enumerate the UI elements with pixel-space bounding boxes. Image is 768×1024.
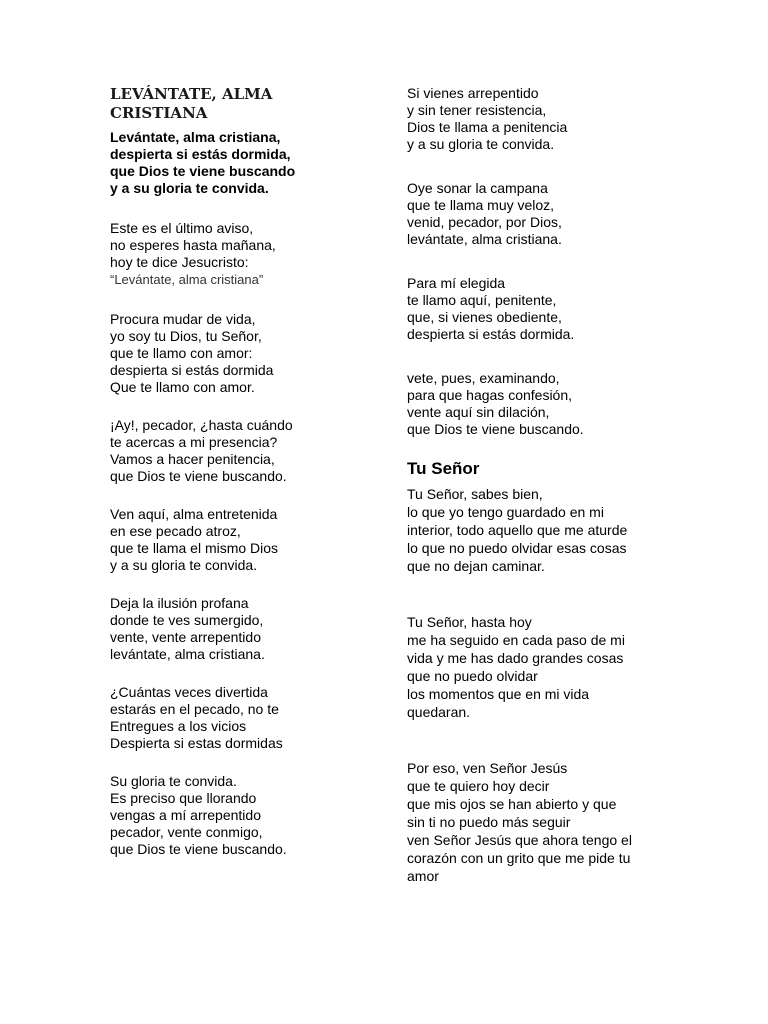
verse-line: donde te ves sumergido, [110,612,264,628]
stanza [110,773,380,858]
verse-line: Que te llamo con amor. [110,379,255,395]
verse-line: no esperes hasta mañana, [110,237,276,253]
song-title [110,85,380,123]
stanza [407,180,707,248]
verse-line: estarás en el pecado, no te [110,701,279,717]
verse-line: despierta si estás dormida [110,362,274,378]
verse-line: lo que yo tengo guardado en mi [407,504,604,520]
verse-line: Despierta si estas dormidas [110,735,283,751]
verse-line: te llamo aquí, penitente, [407,292,557,308]
stanza [110,595,380,663]
stanza [407,370,707,438]
verse-line: levántate, alma cristiana. [407,231,562,247]
verse-line: que te quiero hoy decir [407,778,550,794]
verse-line: que mis ojos se han abierto y que [407,796,617,812]
title-line: CRISTIANA [110,104,208,122]
verse-line: venid, pecador, por Dios, [407,214,562,230]
verse-line: hoy te dice Jesucristo: [110,254,249,270]
stanza [407,485,707,575]
verse-line: que te llamo con amor: [110,345,253,361]
verse-line: Es preciso que llorando [110,790,257,806]
verse-line: que Dios te viene buscando. [110,841,287,857]
verse-line: Si vienes arrepentido [407,85,539,101]
stanza [110,220,380,288]
verse-line: que te llama muy veloz, [407,197,555,213]
verse-line: vete, pues, examinando, [407,370,560,386]
verse-line: Oye sonar la campana [407,180,548,196]
verse-line: me ha seguido en cada paso de mi [407,632,625,648]
verse-line: que te llama el mismo Dios [110,540,279,556]
right-column [407,85,707,885]
stanza [110,506,380,574]
left-column [110,85,380,858]
verse-line: Levántate, alma cristiana, [110,129,281,145]
verse-line: y a su gloria te convida. [110,557,258,573]
verse-line: que no puedo olvidar [407,668,538,684]
verse-line: interior, todo aquello que me aturde [407,522,628,538]
verse-line: Vamos a hacer penitencia, [110,451,275,467]
verse-line: y a su gloria te convida. [110,180,269,196]
stanza [407,275,707,343]
verse-line: quedaran. [407,704,471,720]
verse-line: corazón con un grito que me pide tu [407,850,631,866]
verse-line: ven Señor Jesús que ahora tengo el [407,832,632,848]
verse-line: Dios te llama a penitencia [407,119,568,135]
verse-line: “Levántate, alma cristiana” [110,272,264,287]
section-heading: Tu Señor [407,459,480,478]
verse-line: Entregues a los vicios [110,718,247,734]
stanza [407,613,707,721]
stanza [110,417,380,485]
verse-line: y a su gloria te convida. [407,136,555,152]
verse-line: amor [407,868,439,884]
verse-line: te acercas a mi presencia? [110,434,278,450]
verse-line: sin ti no puedo más seguir [407,814,571,830]
verse-line: despierta si estás dormida, [110,146,291,162]
verse-line: Tu Señor, sabes bien, [407,486,543,502]
verse-line: vente aquí sin dilación, [407,404,550,420]
verse-line: Su gloria te convida. [110,773,237,789]
verse-line: Deja la ilusión profana [110,595,249,611]
verse-line: Para mí elegida [407,275,506,291]
verse-line: ¡Ay!, pecador, ¿hasta cuándo [110,417,293,433]
title-line: LEVÁNTATE, ALMA [110,85,273,103]
verse-line: que Dios te viene buscando. [110,468,287,484]
stanza [407,759,707,885]
verse-line: Por eso, ven Señor Jesús [407,760,568,776]
verse-line: Ven aquí, alma entretenida [110,506,278,522]
intro-stanza [110,129,380,197]
verse-line: que Dios te viene buscando [110,163,296,179]
verse-line: vengas a mí arrepentido [110,807,261,823]
verse-line: Procura mudar de vida, [110,311,256,327]
verse-line: y sin tener resistencia, [407,102,547,118]
verse-line: lo que no puedo olvidar esas cosas [407,540,627,556]
verse-line: los momentos que en mi vida [407,686,590,702]
stanza [110,684,380,752]
stanza [407,85,707,153]
verse-line: vida y me has dado grandes cosas [407,650,624,666]
verse-line: levántate, alma cristiana. [110,646,265,662]
verse-line: en ese pecado atroz, [110,523,241,539]
verse-line: yo soy tu Dios, tu Señor, [110,328,262,344]
verse-line: que no dejan caminar. [407,558,545,574]
verse-line: que, si vienes obediente, [407,309,562,325]
verse-line: Tu Señor, hasta hoy [407,614,532,630]
verse-line: que Dios te viene buscando. [407,421,584,437]
verse-line: ¿Cuántas veces divertida [110,684,268,700]
verse-line: para que hagas confesión, [407,387,573,403]
verse-line: vente, vente arrepentido [110,629,261,645]
verse-line: pecador, vente conmigo, [110,824,263,840]
stanza [110,311,380,396]
verse-line: despierta si estás dormida. [407,326,575,342]
verse-line: Este es el último aviso, [110,220,254,236]
